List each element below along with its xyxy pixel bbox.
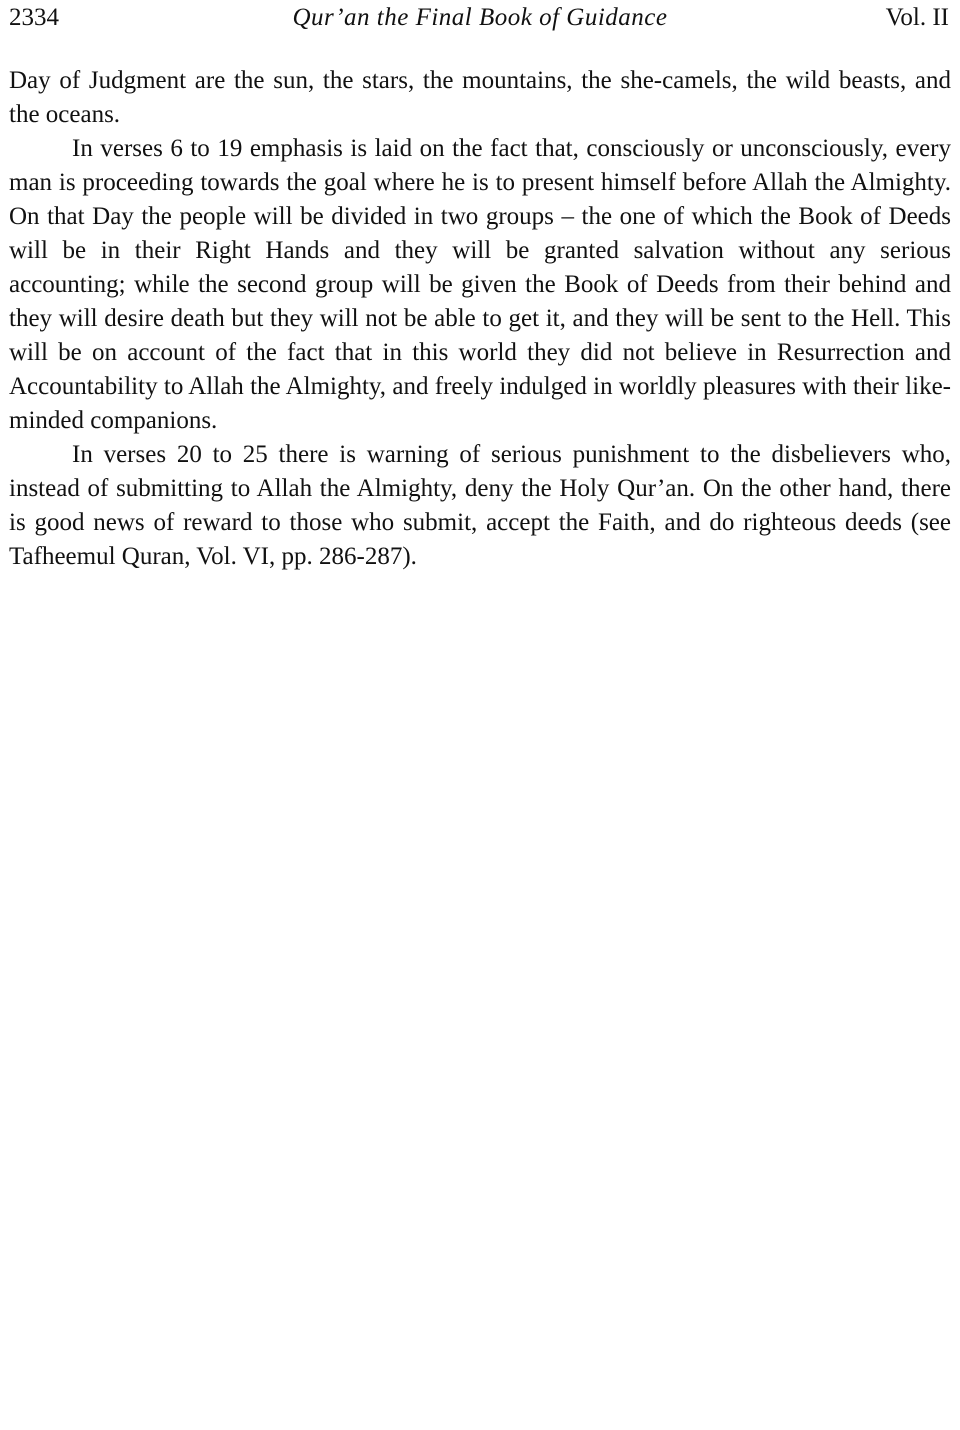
page-number: 2334: [9, 4, 59, 31]
volume-label: Vol. II: [885, 4, 949, 31]
book-title: Qur’an the Final Book of Guidance: [292, 4, 668, 31]
running-header: [9, 0, 951, 36]
paragraph-verses-20-25: In verses 20 to 25 there is warning of serious punishment to the disbelievers who, instead of submitting to Allah the Almighty, deny the Holy Qur’an. On the other hand, there is good news of reward to those who submit, accept the Faith, and do righteous deeds (see Tafheemul Quran, Vol. VI, pp. 286-287).: [9, 441, 951, 570]
paragraph-verses-6-19: In verses 6 to 19 emphasis is laid on the fact that, consciously or unconsciously, every man is proceeding towards the goal where he is to present himself before Allah the Almighty. On that Day the people will be divided in two groups – the one of which the Book of Deeds will be in their Right Hands and they will be granted salvation without any serious accounting; while the second group will be given the Book of Deeds from their behind and they will desire death but they will not be able to get it, and they will be sent to the Hell. This will be on account of the fact that in this world they did not believe in Resurrection and Accountability to Allah the Almighty, and freely indulged in worldly pleasures with their like-minded companions.: [9, 135, 951, 434]
body-text: [9, 64, 951, 574]
paragraph-continued: Day of Judgment are the sun, the stars, the mountains, the she-camels, the wild beasts, and the oceans.: [9, 67, 951, 128]
